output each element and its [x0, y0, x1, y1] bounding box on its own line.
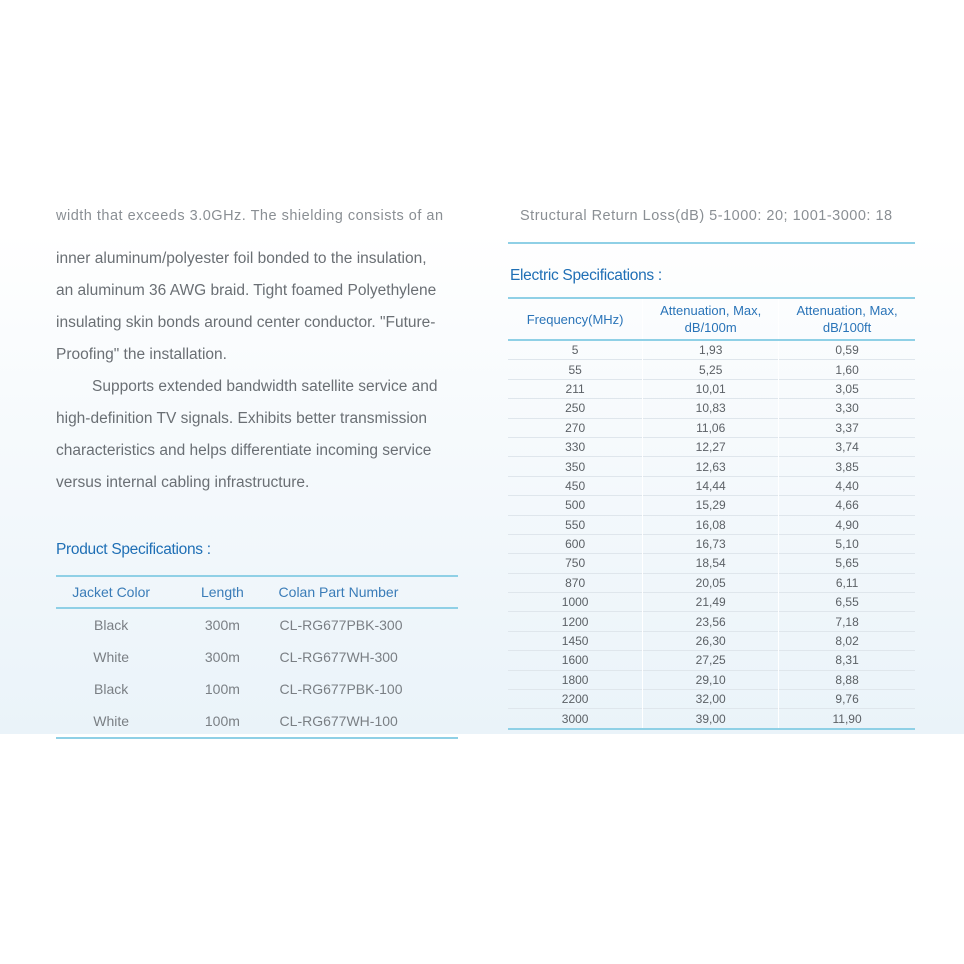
- table-row: [56, 641, 458, 673]
- table-row: [508, 534, 915, 553]
- cell-frequency: 250: [565, 401, 586, 416]
- cell-attenuation-m: 14,44: [643, 476, 779, 495]
- cell-attenuation-ft: 6,55: [779, 593, 915, 612]
- cell-jacket-color: White: [93, 649, 130, 665]
- product-specs-title: Product Specifications :: [56, 541, 211, 558]
- cell-attenuation-m: 12,63: [643, 457, 779, 476]
- cell-attenuation-ft: 7,18: [779, 612, 915, 631]
- table-row: [508, 418, 915, 437]
- description-line: insulating skin bonds around center conductor. "Future-: [56, 314, 436, 331]
- header-attenuation-m: Attenuation, Max, dB/100m: [643, 298, 779, 340]
- cell-attenuation-m: 16,73: [643, 534, 779, 553]
- table-row: [508, 651, 915, 670]
- table-header-row: [508, 298, 915, 340]
- header-length: Length: [200, 584, 244, 600]
- description-line: high-definition TV signals. Exhibits better transmission: [56, 410, 428, 427]
- cell-length: 100m: [204, 713, 240, 729]
- cut-off-text-left: width that exceeds 3.0GHz. The shielding consists of an: [56, 208, 444, 224]
- cell-attenuation-m: 29,10: [643, 670, 779, 689]
- cell-attenuation-ft: 5,10: [779, 534, 915, 553]
- table-row: [508, 612, 915, 631]
- cell-attenuation-ft: 3,74: [779, 437, 915, 456]
- description-line: inner aluminum/polyester foil bonded to the insulation,: [56, 250, 427, 267]
- cell-attenuation-ft: 3,30: [779, 399, 915, 418]
- table-row: [508, 709, 915, 729]
- cell-part-number: CL-RG677WH-100: [279, 713, 398, 729]
- electric-specs-body: [508, 340, 915, 729]
- cell-frequency: 1450: [561, 634, 589, 649]
- cell-frequency: 3000: [561, 711, 589, 726]
- cell-frequency: 550: [565, 517, 586, 532]
- cell-attenuation-m: 32,00: [643, 690, 779, 709]
- table-header-row: [56, 576, 458, 608]
- cell-frequency: 450: [565, 478, 586, 493]
- cell-frequency: 2200: [561, 692, 589, 707]
- cell-frequency: 500: [565, 498, 586, 513]
- table-row: [508, 379, 915, 398]
- table-row: [508, 593, 915, 612]
- description-line: Supports extended bandwidth satellite service and: [92, 378, 438, 395]
- electric-specs-table: [508, 297, 915, 730]
- table-row: [56, 673, 458, 705]
- top-rule: [508, 242, 915, 244]
- cell-attenuation-ft: 6,11: [779, 573, 915, 592]
- cut-off-text-right: Structural Return Loss(dB) 5-1000: 20; 1001-3000: 18: [520, 208, 893, 224]
- cell-attenuation-m: 20,05: [643, 573, 779, 592]
- table-row: [508, 515, 915, 534]
- cell-attenuation-m: 18,54: [643, 554, 779, 573]
- cell-attenuation-m: 11,06: [643, 418, 779, 437]
- description-line: an aluminum 36 AWG braid. Tight foamed Polyethylene: [56, 282, 437, 299]
- cell-length: 300m: [204, 649, 240, 665]
- cell-attenuation-m: 23,56: [643, 612, 779, 631]
- cell-attenuation-ft: 11,90: [779, 709, 915, 729]
- cell-attenuation-ft: 4,90: [779, 515, 915, 534]
- cell-frequency: 270: [565, 420, 586, 435]
- cell-attenuation-m: 10,83: [643, 399, 779, 418]
- cell-attenuation-ft: 4,66: [779, 496, 915, 515]
- cell-attenuation-ft: 0,59: [779, 340, 915, 360]
- cell-attenuation-ft: 4,40: [779, 476, 915, 495]
- table-row: [508, 399, 915, 418]
- cell-length: 100m: [204, 681, 240, 697]
- description-line: versus internal cabling infrastructure.: [56, 474, 310, 491]
- description-line: characteristics and helps differentiate incoming service: [56, 442, 432, 459]
- table-row: [508, 476, 915, 495]
- cell-attenuation-m: 15,29: [643, 496, 779, 515]
- product-specs-table: [56, 575, 458, 739]
- cell-attenuation-ft: 8,31: [779, 651, 915, 670]
- cell-attenuation-m: 16,08: [643, 515, 779, 534]
- cell-frequency: 1000: [561, 595, 589, 610]
- cell-length: 300m: [204, 617, 240, 633]
- cell-part-number: CL-RG677WH-300: [279, 649, 398, 665]
- header-attenuation-ft: Attenuation, Max, dB/100ft: [779, 298, 915, 340]
- table-row: [508, 690, 915, 709]
- cell-attenuation-m: 26,30: [643, 631, 779, 650]
- cell-attenuation-m: 21,49: [643, 593, 779, 612]
- header-frequency: Frequency(MHz): [526, 311, 624, 327]
- table-row: [508, 670, 915, 689]
- cell-jacket-color: Black: [94, 617, 129, 633]
- table-row: [56, 608, 458, 641]
- cell-part-number: CL-RG677PBK-300: [279, 617, 403, 633]
- cell-jacket-color: White: [93, 713, 130, 729]
- cell-attenuation-m: 10,01: [643, 379, 779, 398]
- cell-attenuation-ft: 9,76: [779, 690, 915, 709]
- cell-attenuation-ft: 5,65: [779, 554, 915, 573]
- cell-attenuation-ft: 3,05: [779, 379, 915, 398]
- cell-frequency: 330: [565, 440, 586, 455]
- table-row: [508, 631, 915, 650]
- cell-attenuation-ft: 1,60: [779, 360, 915, 379]
- cell-attenuation-ft: 8,88: [779, 670, 915, 689]
- table-row: [508, 437, 915, 456]
- cell-frequency: 350: [565, 459, 586, 474]
- table-row: [508, 457, 915, 476]
- table-row: [508, 554, 915, 573]
- cell-frequency: 1600: [561, 653, 589, 668]
- table-row: [508, 340, 915, 360]
- cell-attenuation-ft: 3,85: [779, 457, 915, 476]
- cell-frequency: 1200: [561, 614, 589, 629]
- cell-attenuation-m: 39,00: [643, 709, 779, 729]
- description-paragraph: [56, 243, 456, 499]
- cell-frequency: 55: [568, 362, 582, 377]
- electric-specs-title: Electric Specifications :: [510, 267, 662, 284]
- cell-jacket-color: Black: [94, 681, 129, 697]
- description-line: Proofing" the installation.: [56, 346, 227, 363]
- cell-attenuation-ft: 8,02: [779, 631, 915, 650]
- cell-attenuation-ft: 3,37: [779, 418, 915, 437]
- header-part-number: Colan Part Number: [278, 584, 399, 600]
- table-row: [508, 360, 915, 379]
- cell-attenuation-m: 1,93: [643, 340, 779, 360]
- cell-frequency: 1800: [561, 672, 589, 687]
- header-jacket-color: Jacket Color: [72, 584, 151, 600]
- cell-attenuation-m: 5,25: [643, 360, 779, 379]
- cell-frequency: 211: [565, 381, 585, 396]
- cell-part-number: CL-RG677PBK-100: [279, 681, 403, 697]
- table-row: [56, 705, 458, 738]
- cell-frequency: 5: [571, 343, 579, 358]
- cell-frequency: 600: [565, 537, 586, 552]
- cell-frequency: 870: [565, 575, 586, 590]
- table-row: [508, 496, 915, 515]
- cell-frequency: 750: [565, 556, 586, 571]
- cell-attenuation-m: 27,25: [643, 651, 779, 670]
- table-row: [508, 573, 915, 592]
- cell-attenuation-m: 12,27: [643, 437, 779, 456]
